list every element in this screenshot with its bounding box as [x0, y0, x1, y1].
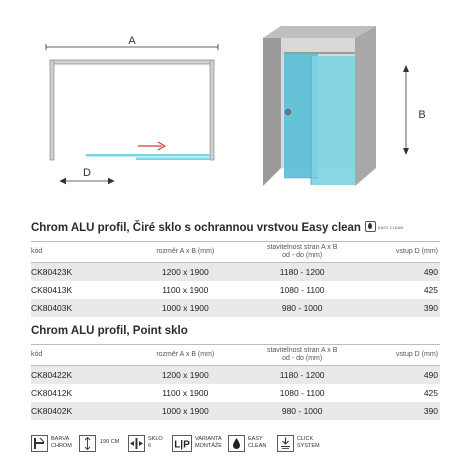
- cell-code: CK80402K: [31, 402, 126, 420]
- section-title-text: Chrom ALU profil, Point sklo: [31, 325, 188, 337]
- legend-label-easy-clean: EASY CLEAN: [248, 436, 267, 449]
- cell-size: 1000 x 1900: [126, 299, 245, 317]
- svg-text:L|P: L|P: [174, 439, 190, 451]
- height-icon: [79, 435, 96, 452]
- cell-size: 1200 x 1900: [126, 366, 245, 385]
- 3d-left-wall: [263, 26, 281, 186]
- fixed-glass-panel: [86, 154, 210, 157]
- spec-table-point: [31, 344, 440, 420]
- legend-label-click: CLICK SYSTEM: [297, 436, 320, 449]
- col-adjust-header-text: stavitelnost stran A x B od - do (mm): [266, 244, 338, 259]
- legend-label-height: 190 CM: [100, 439, 120, 445]
- features-legend: [31, 433, 451, 457]
- cell-code: CK80422K: [31, 366, 126, 385]
- cell-depth: 425: [423, 285, 438, 295]
- table-header: [31, 345, 440, 366]
- table-row: [31, 263, 440, 282]
- col-adjust-header: [245, 345, 359, 366]
- cell-size: 1100 x 1900: [162, 388, 209, 398]
- cell-depth: 390: [359, 299, 440, 317]
- legend-label-mounting: VARIANTA MONTÁŽE: [195, 436, 222, 449]
- cell-size: 1100 x 1900: [162, 285, 209, 295]
- cell-code: CK80413K: [31, 285, 73, 295]
- section-title-easy-clean: [31, 222, 403, 234]
- left-wall: [50, 60, 54, 160]
- glass-thickness-icon: [128, 435, 145, 452]
- col-adjust-header: [245, 242, 359, 263]
- legend-label-glass: SKLO 6: [148, 436, 163, 449]
- col-code-header: kód: [31, 345, 126, 366]
- cell-depth: 490: [359, 366, 440, 385]
- col-code-header: kód: [31, 242, 126, 263]
- section-title-text: Chrom ALU profil, Čiré sklo s ochrannou vrstvou Easy clean: [31, 222, 361, 234]
- sliding-glass-panel: [136, 158, 210, 161]
- diagram-svg: [0, 0, 470, 210]
- back-wall: [50, 60, 214, 64]
- cell-depth: 425: [423, 388, 438, 398]
- 3d-right-wall: [355, 26, 376, 186]
- plan-view: [46, 35, 218, 184]
- col-size-header: rozměr A x B (mm): [126, 242, 245, 263]
- click-system-icon: [277, 435, 294, 452]
- cell-adjust: 1180 - 1200: [245, 263, 359, 282]
- dim-d-label: D: [83, 167, 91, 179]
- dim-b-label: B: [418, 109, 426, 121]
- cell-depth: 490: [359, 263, 440, 282]
- perspective-view: [263, 26, 426, 186]
- diagram-area: [0, 0, 470, 210]
- easy-clean-badge-icon: [365, 221, 376, 232]
- table-row: [31, 366, 440, 385]
- 3d-door-handle: [285, 109, 290, 114]
- right-wall: [210, 60, 214, 160]
- cell-code: CK80423K: [31, 263, 126, 282]
- cell-adjust: 1080 - 1100: [279, 388, 325, 398]
- table-header: [31, 242, 440, 263]
- cell-adjust: 1080 - 1100: [279, 285, 325, 295]
- cell-adjust: 1180 - 1200: [245, 366, 359, 385]
- cell-adjust: 980 - 1000: [245, 299, 359, 317]
- col-depth-header: vstup D (mm): [359, 345, 440, 366]
- cell-adjust: 980 - 1000: [245, 402, 359, 420]
- col-adjust-header-text: stavitelnost stran A x B od - do (mm): [266, 347, 338, 362]
- cell-size: 1000 x 1900: [126, 402, 245, 420]
- table-row: [31, 384, 440, 402]
- cell-depth: 390: [359, 402, 440, 420]
- mounting-variant-icon: [172, 435, 192, 452]
- col-depth-header: vstup D (mm): [359, 242, 440, 263]
- table-row: [31, 281, 440, 299]
- 3d-sliding-glass: [311, 56, 355, 185]
- easy-clean-badge-text: EASY CLEAN: [377, 224, 404, 230]
- table-row: [31, 402, 440, 420]
- cell-code: CK80412K: [31, 388, 73, 398]
- spec-table-easy-clean: [31, 241, 440, 317]
- profile-color-icon: [31, 435, 48, 452]
- dim-a-label: A: [128, 35, 136, 47]
- legend-label-color: BARVA CHROM: [51, 436, 72, 449]
- section-title-point: [31, 325, 188, 337]
- cell-code: CK80403K: [31, 299, 126, 317]
- easy-clean-icon: [228, 435, 245, 452]
- table-row: [31, 299, 440, 317]
- cell-size: 1200 x 1900: [126, 263, 245, 282]
- col-size-header: rozměr A x B (mm): [126, 345, 245, 366]
